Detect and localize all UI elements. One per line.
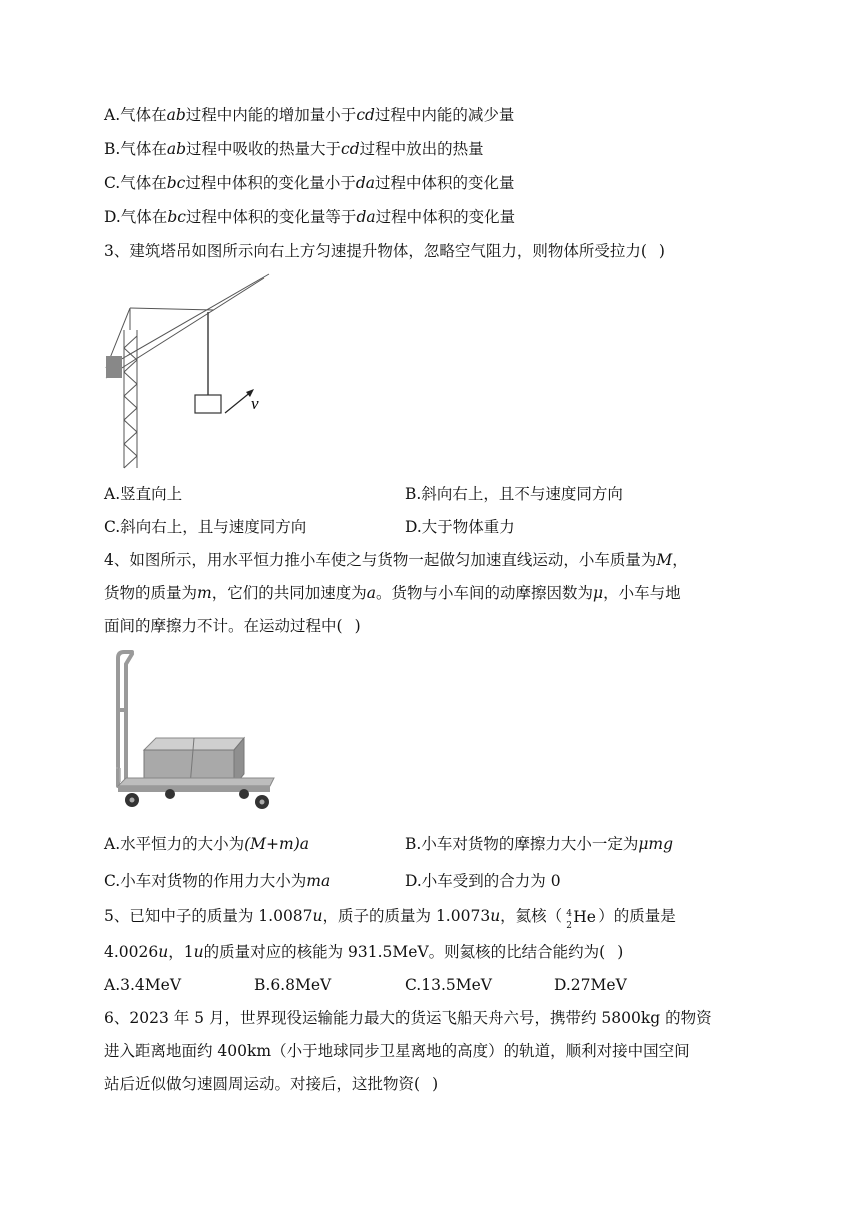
- q6-stem-line2: [104, 1040, 690, 1062]
- q6-stem-close: ): [432, 1075, 439, 1093]
- element-symbol: He: [573, 908, 596, 926]
- q5-text: ，质子的质量为 1.0073: [322, 907, 491, 925]
- q4-text: ，: [672, 551, 688, 569]
- q5-option-b[interactable]: [254, 974, 331, 996]
- unit-u: u: [193, 943, 204, 961]
- q4-stem-line1: [104, 549, 688, 571]
- q2-option-d-text: D.气体在: [104, 208, 168, 226]
- formula: ma: [306, 872, 331, 890]
- q5-text: 的质量对应的核能为 931.5MeV。则氦核的比结合能约为(: [203, 943, 606, 961]
- q4-option-a-text: A.水平恒力的大小为: [104, 835, 245, 853]
- unit-u: u: [312, 907, 323, 925]
- tower-crane-figure: [104, 270, 274, 470]
- q4-text: ，小车与地: [603, 584, 681, 602]
- q6-text: 站后近似做匀速圆周运动。对接后，这批物资(: [104, 1075, 421, 1093]
- q2-option-b-text-mid: 过程中吸收的热量大于: [186, 140, 342, 158]
- var-da: da: [355, 174, 376, 192]
- q5-option-a[interactable]: [104, 974, 181, 996]
- q2-option-d[interactable]: [104, 206, 515, 228]
- q2-option-d-text-end: 过程中体积的变化量: [375, 208, 516, 226]
- q5-text: 5、已知中子的质量为 1.0087: [104, 907, 313, 925]
- var-da: da: [356, 208, 376, 226]
- q4-text: ，它们的共同加速度为: [211, 584, 367, 602]
- q2-option-b-text: B.气体在: [104, 140, 167, 158]
- q6-text: 进入距离地面约 400km（小于地球同步卫星离地的高度）的轨道，顺利对接中国空间: [104, 1042, 690, 1060]
- q2-option-a-text: A.气体在: [104, 106, 167, 124]
- q5-text: ）的质量是: [598, 907, 676, 925]
- var-ab: ab: [166, 140, 186, 158]
- var-a: a: [366, 584, 376, 602]
- q4-stem-line3: [104, 615, 361, 637]
- mass-number: 4: [566, 909, 572, 919]
- velocity-label: v: [251, 394, 259, 413]
- q4-option-d-text: D.小车受到的合力为 0: [405, 872, 561, 890]
- var-M: M: [656, 551, 673, 569]
- q4-option-c-text: C.小车对货物的作用力大小为: [104, 872, 307, 890]
- unit-u: u: [158, 943, 169, 961]
- q3-option-d-text: D.大于物体重力: [405, 518, 515, 536]
- formula: (M+m)a: [244, 835, 310, 853]
- q4-option-b[interactable]: [405, 833, 673, 855]
- q5-text: ，1: [168, 943, 194, 961]
- var-ab: ab: [166, 106, 186, 124]
- q5-text: ，氦核（: [500, 907, 563, 925]
- q3-option-c-text: C.斜向右上，且与速度同方向: [104, 518, 307, 536]
- q6-stem-line1: [104, 1007, 712, 1029]
- q4-option-b-text: B.小车对货物的摩擦力大小一定为: [405, 835, 639, 853]
- q2-option-c-text: C.气体在: [104, 174, 167, 192]
- q5-stem-line1: [104, 905, 676, 931]
- q2-option-b-text-end: 过程中放出的热量: [359, 140, 484, 158]
- q3-stem: [104, 240, 665, 262]
- q2-option-a-text-mid: 过程中内能的增加量小于: [185, 106, 357, 124]
- var-mu: μ: [593, 584, 604, 602]
- var-bc: bc: [166, 174, 186, 192]
- q2-option-d-text-mid: 过程中体积的变化量等于: [185, 208, 357, 226]
- q5-option-c-text: C.13.5MeV: [405, 976, 492, 994]
- var-cd: cd: [341, 140, 360, 158]
- q2-option-c-text-end: 过程中体积的变化量: [375, 174, 515, 192]
- q3-option-b[interactable]: [405, 483, 623, 505]
- q3-option-b-text: B.斜向右上，且不与速度同方向: [405, 485, 623, 503]
- q2-option-a[interactable]: [104, 104, 514, 126]
- q4-stem-line2: [104, 582, 681, 604]
- q5-stem-close: ): [617, 943, 624, 961]
- q5-option-c[interactable]: [405, 974, 492, 996]
- q4-text: 。货物与小车间的动摩擦因数为: [375, 584, 593, 602]
- q2-option-b[interactable]: [104, 138, 484, 160]
- q4-option-c[interactable]: [104, 870, 330, 892]
- q2-option-c-text-mid: 过程中体积的变化量小于: [185, 174, 356, 192]
- q4-stem-close: ): [354, 617, 361, 635]
- q3-option-a[interactable]: [104, 483, 182, 505]
- var-bc: bc: [167, 208, 186, 226]
- var-m: m: [197, 584, 212, 602]
- q5-option-d-text: D.27MeV: [554, 976, 627, 994]
- q3-option-a-text: A.竖直向上: [104, 485, 183, 503]
- q4-text: 面间的摩擦力不计。在运动过程中(: [104, 617, 343, 635]
- q3-stem-close: ): [658, 242, 665, 260]
- formula: μmg: [638, 835, 674, 853]
- q6-text: 6、2023 年 5 月，世界现役运输能力最大的货运飞船天舟六号，携带约 5800kg 的物资: [104, 1009, 712, 1027]
- q2-option-c[interactable]: [104, 172, 515, 194]
- unit-u: u: [490, 907, 501, 925]
- q4-text: 货物的质量为: [104, 584, 198, 602]
- q2-option-a-text-end: 过程中内能的减少量: [374, 106, 515, 124]
- q5-option-b-text: B.6.8MeV: [254, 976, 332, 994]
- q4-option-a[interactable]: [104, 833, 309, 855]
- helium-nuclide-symbol: [562, 906, 598, 931]
- q5-option-d[interactable]: [554, 974, 627, 996]
- q3-option-c[interactable]: [104, 516, 306, 538]
- q4-option-d[interactable]: [405, 870, 561, 892]
- crane-counterweight: [106, 356, 122, 378]
- cart-with-cargo-figure: [104, 650, 276, 810]
- q5-text: 4.0026: [104, 943, 159, 961]
- cart-platform: [118, 778, 274, 786]
- var-cd: cd: [356, 106, 375, 124]
- q4-text: 4、如图所示，用水平恒力推小车使之与货物一起做匀加速直线运动，小车质量为: [104, 551, 657, 569]
- atomic-number: 2: [566, 921, 572, 931]
- q5-option-a-text: A.3.4MeV: [104, 976, 182, 994]
- crane-load-box: [195, 395, 221, 413]
- q5-stem-line2: [104, 941, 623, 963]
- q3-option-d[interactable]: [405, 516, 515, 538]
- q3-stem-text: 3、建筑塔吊如图所示向右上方匀速提升物体，忽略空气阻力，则物体所受拉力(: [104, 242, 647, 260]
- q6-stem-line3: [104, 1073, 438, 1095]
